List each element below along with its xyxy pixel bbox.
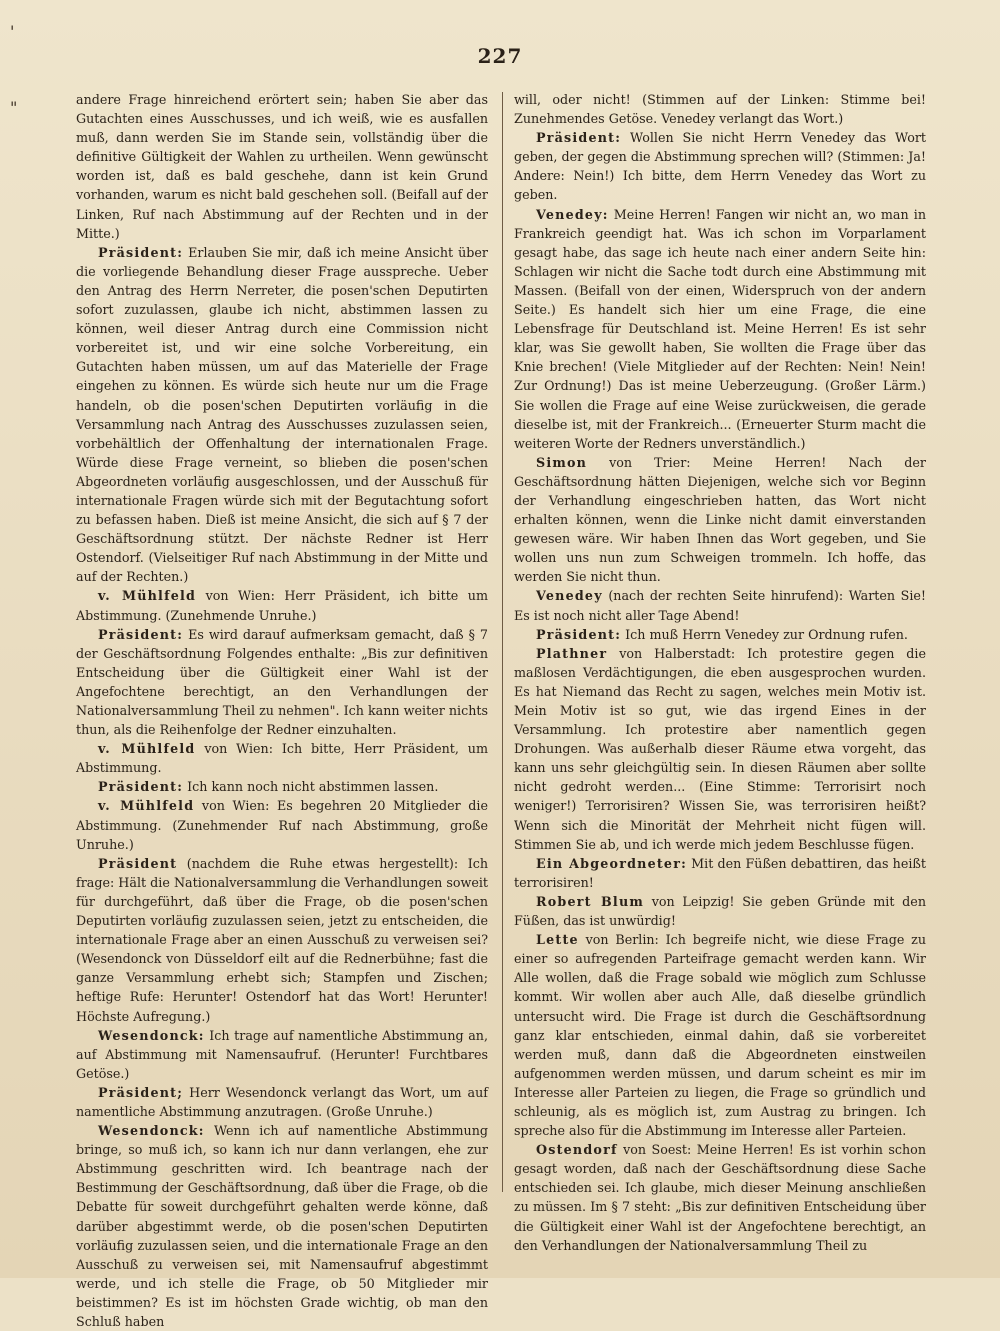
paragraph: Plathner von Halberstadt: Ich protestire gegen die maßlosen Verdächtigungen, die eben ausgesprochen wurden. Es hat Niemand das Recht zu sagen, welches mein Motiv ist. Mein Motiv ist so gut, wie das irgend Eines in der Versammlung. Ich protestire aber namentlich gegen Drohungen. Was außerhalb dieser Räume etwa vorgeht, das kann uns sehr gleichgültig sein. In diesen Räumen aber sollte nicht gedroht werden... (Eine Stimme: Terrorisirt noch weniger!) Terrorisiren? Wissen Sie, was terrorisiren heißt? Wenn sich die Minorität der Mehrheit nicht fügen will. Stimmen Sie ab, und ich werde mich jedem Beschlusse fügen. (514, 645, 926, 852)
speaker-name: Plathner (536, 645, 608, 661)
speaker-name: Ostendorf (536, 1142, 618, 1158)
speaker-name: Wesendonck: (98, 1123, 205, 1139)
speaker-name: Präsident: (536, 130, 622, 146)
paragraph: Präsident: Wollen Sie nicht Herrn Venedey das Wort geben, der gegen die Abstimmung sprechen will? (Stimmen: Ja! Andere: Nein!) Ich bitte, dem Herrn Venedey das Wort zu geben. (514, 130, 926, 203)
speaker-name: Präsident: (98, 779, 184, 795)
paragraph: Wesendonck: Ich trage auf namentliche Abstimmung an, auf Abstimmung mit Namensaufruf. (Herunter! Furchtbares Getöse.) (76, 1027, 488, 1081)
paragraph: Präsident: Erlauben Sie mir, daß ich meine Ansicht über die vorliegende Behandlung dieser Frage ausspreche. Ueber den Antrag des Herrn Nerreter, die posen'schen Deputirten sofort zuzulassen, glaube ich nicht, abstimmen lassen zu können, weil dieser Antrag durch eine Commission nicht vorbereitet ist, und wir eine solche Vorbereitung, ein Gutachten haben müssen, um auf das Materielle der Frage eingehen zu können. Es würde sich heute nur um die Frage handeln, ob die posen'schen Deputirten vorläufig in die Versammlung nach Antrag des Ausschusses zuzulassen seien, vorbehältlich der Offenhaltung der internationalen Frage. Würde diese Frage verneint, so blieben die posen'schen Abgeordneten vorläufig ausgeschlossen, und der Ausschuß für internationale Fragen würde sich mit der Begutachtung sofort zu befassen haben. Dieß ist meine Ansicht, die sich auf § 7 der Geschäftsordnung stützt. Der nächste Redner ist Herr Ostendorf. (Vielseitiger Ruf nach Abstimmung in der Mitte und auf der Rechten.) (76, 244, 488, 585)
paragraph: Präsident (nachdem die Ruhe etwas hergestellt): Ich frage: Hält die Nationalversammlung die Verhandlungen soweit für durchgeführt, daß über die Frage, ob die posen'schen Deputirten vorläufig zuzulassen seien, jetzt zu entscheiden, die internationale Frage aber an einen Ausschuß zu verweisen sei? (Wesendonck von Düsseldorf eilt auf die Rednerbühne; fast die ganze Versammlung erhebt sich; Stampfen und Zischen; heftige Rufe: Herunter! Ostendorf hat das Wort! Herunter! Höchste Aufregung.) (76, 855, 488, 1024)
paragraph: Venedey: Meine Herren! Fangen wir nicht an, wo man in Frankreich geendigt hat. Was ich schon im Vorparlament gesagt habe, das sage ich heute nach einer andern Seite hin: Schlagen wir nicht die Sache todt durch eine Abstimmung mit Massen. (Beifall von der einen, Widerspruch von der andern Seite.) Es handelt sich hier um eine Frage, die eine Lebensfrage für Deutschland ist. Meine Herren! Es ist sehr klar, was Sie gewollt haben, Sie wollten die Frage über das Knie brechen! (Viele Mitglieder auf der Rechten: Nein! Nein! Zur Ordnung!) Das ist meine Ueberzeugung. (Großer Lärm.) Sie wollen die Frage auf eine Weise zurückweisen, die gerade dieselbe ist, mit der Frankreich... (Erneuerter Sturm macht die weiteren Worte der Redners unverständlich.) (514, 206, 926, 451)
paragraph: Robert Blum von Leipzig! Sie geben Gründe mit den Füßen, das ist unwürdig! (514, 893, 926, 929)
speaker-name: v. Mühlfeld (98, 741, 196, 757)
paragraph: Simon von Trier: Meine Herren! Nach der Geschäftsordnung hätten Diejenigen, welche sich vor Beginn der Verhandlung eingeschrieben hatten, das Wort nicht erhalten können, wenn die Linke nicht damit einverstanden gewesen wäre. Wir haben Ihnen das Wort gegeben, und Sie wollen uns nun zum Schweigen trommeln. Ich hoffe, das werden Sie nicht thun. (514, 454, 926, 585)
speaker-name: Präsident: (98, 626, 184, 642)
paragraph: Ein Abgeordneter: Mit den Füßen debattiren, das heißt terrorisiren! (514, 855, 926, 890)
speaker-name: Präsident; (98, 1084, 184, 1100)
paragraph: v. Mühlfeld von Wien: Ich bitte, Herr Präsident, um Abstimmung. (76, 741, 488, 776)
speaker-name: Präsident: (536, 626, 622, 642)
paragraph: will, oder nicht! (Stimmen auf der Linken: Stimme bei! Zunehmendes Getöse. Venedey verlangt das Wort.) (514, 92, 926, 127)
paragraph: Ostendorf von Soest: Meine Herren! Es ist vorhin schon gesagt worden, daß nach der Geschäftsordnung diese Sache entschieden sei. Ich glaube, mich dieser Meinung anschließen zu müssen. Im § 7 steht: „Bis zur definitiven Entscheidung über die Gültigkeit einer Wahl ist der Angefochtene berechtigt, an den Verhandlungen der Nationalversammlung Theil zu (514, 1142, 926, 1253)
paragraph: Präsident: Ich kann noch nicht abstimmen lassen. (98, 779, 439, 795)
paragraph: Präsident; Herr Wesendonck verlangt das Wort, um auf namentliche Abstimmung anzutragen. (Große Unruhe.) (76, 1084, 488, 1119)
paragraph: v. Mühlfeld von Wien: Es begehren 20 Mitglieder die Abstimmung. (Zunehmender Ruf nach Abstimmung, große Unruhe.) (76, 798, 488, 852)
paragraph: andere Frage hinreichend erörtert sein; haben Sie aber das Gutachten eines Ausschusses, und ich weiß, wie es ausfallen muß, dann werden Sie im Stande sein, vollständig über die definitive Gültigkeit der Wahlen zu urtheilen. Wenn gewünscht worden ist, daß es bald geschehe, dann ist kein Grund vorhanden, warum es nicht bald geschehen soll. (Beifall auf der Linken, Ruf nach Abstimmung auf der Rechten und in der Mitte.) (76, 92, 488, 241)
speaker-name: v. Mühlfeld (98, 588, 197, 604)
right-column (514, 90, 926, 1255)
paragraph: Präsident: Es wird darauf aufmerksam gemacht, daß § 7 der Geschäftsordnung Folgendes enthalte: „Bis zur definitiven Entscheidung über die Gültigkeit einer Wahl ist der Angefochtene berechtigt, an den Verhandlungen der Nationalversammlung Theil zu nehmen". Ich kann weiter nichts thun, als die Reihenfolge der Redner einzuhalten. (76, 626, 488, 738)
speaker-name: Venedey: (536, 206, 609, 222)
speaker-name: Wesendonck: (98, 1027, 205, 1043)
paragraph: Venedey (nach der rechten Seite hinrufend): Warten Sie! Es ist noch nicht aller Tage Abend! (514, 588, 926, 623)
speaker-name: Ein Abgeordneter: (536, 855, 687, 871)
speaker-name: Venedey (536, 588, 603, 604)
speaker-name: v. Mühlfeld (98, 798, 195, 814)
column-divider (502, 92, 503, 1192)
speaker-name: Robert Blum (536, 893, 644, 909)
speaker-name: Präsident (98, 855, 178, 871)
paragraph: Präsident: Ich muß Herrn Venedey zur Ordnung rufen. (536, 626, 908, 642)
margin-mark: ' (10, 22, 15, 41)
speaker-name: Lette (536, 932, 579, 948)
speaker-name: Präsident: (98, 244, 184, 260)
page-number: 227 (477, 44, 523, 68)
left-column (76, 90, 488, 1331)
paragraph: Wesendonck: Wenn ich auf namentliche Abstimmung bringe, so muß ich, so kann ich nur dann verlangen, ehe zur Abstimmung geschritten wird. Ich beantrage nach der Bestimmung der Geschäftsordnung, daß über die Frage, ob die Debatte für soweit durchgeführt gehalten werde könne, daß darüber abgestimmt werde, ob die posen'schen Deputirten vorläufig zuzulassen seien, und die internationale Frage an den Ausschuß zu verweisen sei, mit Namensaufruf abgestimmt werde, und ich stelle die Frage, ob 50 Mitglieder mir beistimmen? Es ist im höchsten Grade wichtig, ob man den Schluß haben (76, 1123, 488, 1329)
margin-mark: " (10, 98, 18, 117)
speaker-name: Simon (536, 454, 588, 470)
paragraph: v. Mühlfeld von Wien: Herr Präsident, ich bitte um Abstimmung. (Zunehmende Unruhe.) (76, 588, 488, 623)
paragraph: Lette von Berlin: Ich begreife nicht, wie diese Frage zu einer so aufregenden Parteifrage gemacht werden kann. Wir Alle wollen, daß die Frage sobald wie möglich zum Schlusse kommt. Wir wollen aber auch Alle, daß dieselbe gründlich untersucht wird. Die Frage ist durch die Geschäftsordnung ganz klar entschieden, einmal dahin, daß sie vorbereitet werden muß, dann daß die Abgeordneten einstweilen aufgenommen werden müssen, und darum scheint es mir im Interesse aller Parteien zu liegen, die Frage so gründlich und schleunig, als es möglich ist, zum Austrag zu bringen. Ich spreche also für die Abstimmung im Interesse aller Parteien. (514, 932, 926, 1139)
